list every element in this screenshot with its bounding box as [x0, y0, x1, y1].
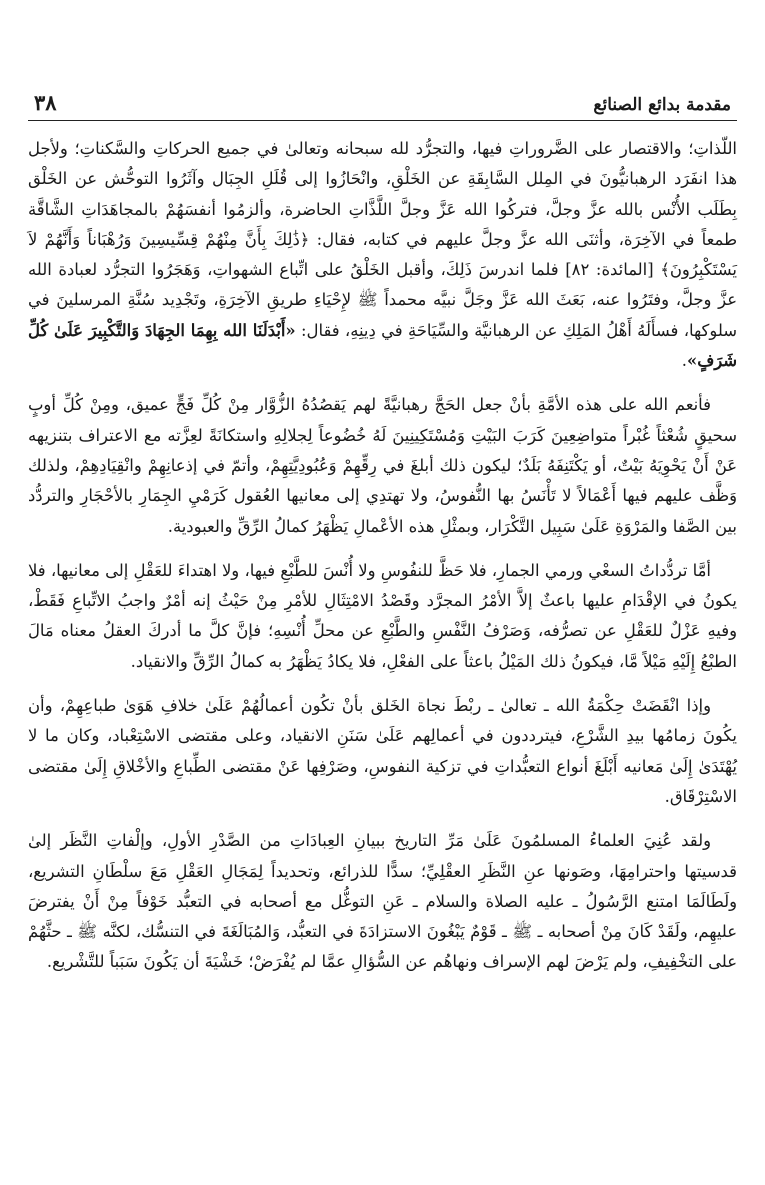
page-body [28, 134, 737, 1155]
hadith-quote: «أَبْدَلَنَا الله بِهِمَا الجِهَادَ وَالتَّكْبِيرَ عَلَىٰ كُلِّ شَرَفٍ» [28, 320, 737, 371]
page-header [28, 84, 737, 121]
paragraph-1-text: اللّذاتِ؛ والاقتصار على الضَّروراتِ فيها، والتجرُّد لله سبحانه وتعالىٰ في جميع الحركاتِ والسَّكناتِ؛ ولأجل هذا انفَرَد الرهبانيُّونَ في المِلل السَّابِقَةِ عن الخَلْقِ، وانْحَازُوا إلى قُلَلِ الجِبَال وآثَرُوا التوحُّش عن الخَلْق بِطَلَب الأُنْس بالله عزَّ وجلَّ، فتركُوا الله عَزَّ وجلَّ اللَّذَّاتِ الحاضرة، وألزمُوا أنفسَهُمْ بالمجاهَدَاتِ الشَّاقَّة طمعاً في الآخِرَة، وأثنَى الله عزَّ وجلَّ عليهم في كتابه، فقال: ﴿ذَٰلِكَ بِأَنَّ مِنْهُمْ قِسِّيسِينَ وَرُهْبَاناً وَأَنَّهُمْ لاَ يَسْتَكْبِرُونَ﴾ [المائدة: ٨٢] فلما اندرسَ ذَلِكَ، وأقبل الخَلْقُ على اتِّباع الشهواتِ، وَهَجَرُوا التجرُّد لعبادة الله عزَّ وجلَّ، وفتَرُوا عنه، بَعَثَ الله عَزَّ وجَلَّ نبيَّه محمداً ﷺ لإِحْيَاءِ طريقِ الآخِرَةِ، وتَجْدِيد سُنَّةِ المرسلينَ في سلوكها، فسأَلَهُ أَهْلُ المَلِكِ عن الرهبانيَّة والسِّيَاحَةِ في دِينِهِ، فقال: [28, 139, 737, 340]
paragraph-3: أمَّا تردُّداتُ السعْي ورمي الجمارِ، فلا حَظَّ للنفُوسِ ولا أُنْسَ للطَّبْعِ فيها، ولا اهتداءَ للعَقْلِ إلى معانيها، فلا يكونُ في الإقْدَامِ عليها باعثٌ إلاَّ الأمْرُ المجرَّد وقَصْدُ الامْتِثَالِ للأمْرِ مِنْ حَيْثُ إنه أمْرٌ واجبُ الاتِّباعِ فَقَطْ، وفيهِ عَزْلٌ للعَقْلِ عن تصرُّفه، وَصَرْفُ النَّفْسِ والطَّبْعِ عن محلِّ أُنْسِهِ؛ فإنَّ كلَّ ما أدركَ العقلُ معناه مَالَ الطبْعُ إِلَيْهِ مَيْلاً مَّا، فيكونُ ذلك المَيْلُ باعثاً على الفعْلِ، فلا يكادُ يَظْهَرُ به كمالُ الرِّقِّ والانقياد. [28, 560, 737, 671]
page-number: ٣٨ [34, 90, 57, 115]
paragraph-1-tail: . [681, 351, 687, 371]
running-title: مقدمة بدائع الصنائع [593, 95, 731, 115]
paragraph-1 [28, 134, 737, 376]
paragraph-5: ولقد عُنِيَ العلماءُ المسلمُونَ عَلَىٰ مَرِّ التاريخ ببيانِ العِبادَاتِ من الصَّدْرِ الأولِ، وإلْفاتِ النَّظَر إلىٰ قدسيتها واحترامِهَا، وصَونها عنِ النَّظَرِ العقْلِيِّ؛ سدًّا للذرائع، وتحديداً لِمَجَالِ العَقْلِ مَعَ سلْطَانِ التشريع، ولَطَالَمَا امتنع الرَّسُولُ ـ عليه الصلاة والسلام ـ عَنِ التوغُّل مع أصحابه في التعبُّد خَوْفاً مِنْ أَنْ يفترضَ عليهِم، ولَقَدْ كَانَ مِنْ أصحابه ـ ﷺ ـ قَوْمٌ يَبْغُونَ الاستزادَةَ في التعبُّد، وَالمُبَالَغَةَ في التنسُّك، لكنَّه ﷺ ـ حثَّهُمْ على التخْفِيفِ، ولم يَرْضَ لهم الإسراف ونهاهُم عن السُّؤالِ عمَّا لم يُفْرَضْ؛ خَشْيَةَ أن يَكُونَ سَبَباً للتَّشْريع. [28, 831, 737, 972]
paragraph-4: وإذا انْقَضَتْ حِكْمَةُ الله ـ تعالىٰ ـ ربْطَ نجاة الخَلق بأنْ تكُون أعمالُهُمْ عَلَىٰ خلافِ هَوَىٰ طباعِهِمْ، وأن يكُونَ زمامُها بيدِ الشَّرْعِ، فيترددون في أعمالِهم عَلَىٰ سَنَنِ الانقياد، وعلى مقتضى الاسْتِعْباد، وكان ما لا يُهْتَدَىٰ إِلَىٰ مَعانيه أَبْلَغَ أنواع التعبُّداتِ في تزكية النفوسِ، وصَرْفِها عَنْ مقتضى الطِّباعِ والأخْلاقِ إِلَىٰ مقتضى الاسْتِرْقَاق. [28, 696, 737, 806]
paragraph-2: فأنعم الله على هذه الأمَّةِ بأنْ جعل الحَجَّ رهبانيَّةً لهم يَقصُدُهُ الزُّوَّار مِنْ كُلِّ فَجٍّ عميق، ومِنْ كُلِّ أوبٍ سحيقٍ شُعْثاً غُبْراً متواضِعِينَ كَرَبَ البَيْتِ وَمُسْتَكِينِينَ لَهُ خُضُوعاً لِجلالِهِ واستكانَةً لعِزَّته مع الاعتراف بتنزيهه عَنْ أَنْ يَحْوِيَهُ بَيْتٌ، أو يَكْتَنِفَهُ بَلَدٌ؛ ليكون ذلك أبلغَ في رِقِّهِمْ وَعُبُودِيَّتِهِمْ، وأتمّ في إذعانِهِمْ وانْقِيَادِهِمْ، ولذلك وَظَّف عليهم فيها أَعْمَالاً لا تَأْنَسُ بها النُّفوسُ، ولا تهتدِي إلى معانيها العُقول كَرَمْيِ الجِمَارِ بالأحْجَارِ والتردُّد بين الصَّفا والمَرْوَةِ عَلَىٰ سَبِيل التَّكْرَار، وبمثْلِ هذه الأعْمالِ يَظْهَرُ كمالُ الرِّقِّ والعبودية. [28, 395, 737, 536]
